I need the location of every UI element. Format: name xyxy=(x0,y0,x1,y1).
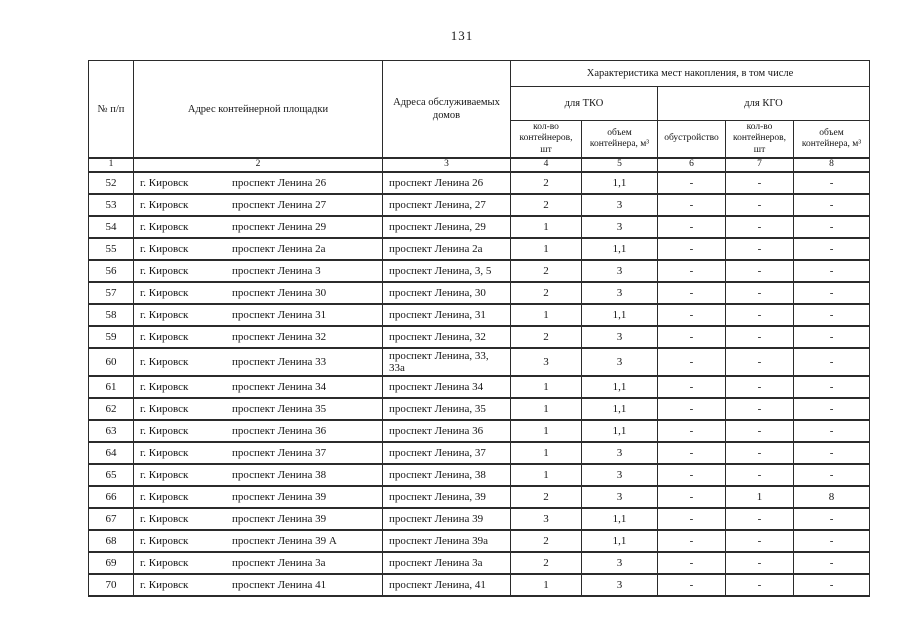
header-row-top xyxy=(89,61,870,87)
kgo-container-volume-cell: - xyxy=(794,420,870,442)
kgo-container-count-cell: - xyxy=(726,464,794,486)
city-label: г. Кировск xyxy=(140,469,189,482)
row-number-cell: 70 xyxy=(89,574,134,596)
column-index-2: 2 xyxy=(134,158,383,172)
site-address-cell xyxy=(134,304,383,326)
table-row xyxy=(89,552,870,574)
kgo-container-volume-cell: - xyxy=(794,194,870,216)
kgo-arrangement-cell: - xyxy=(658,398,726,420)
table-row xyxy=(89,574,870,596)
served-houses-cell: проспект Ленина, 41 xyxy=(383,574,511,596)
kgo-arrangement-cell: - xyxy=(658,574,726,596)
tko-container-volume-cell: 3 xyxy=(582,442,658,464)
kgo-container-count-cell: - xyxy=(726,216,794,238)
site-address-cell xyxy=(134,172,383,194)
tko-container-volume-cell: 3 xyxy=(582,260,658,282)
street-label: проспект Ленина 34 xyxy=(232,381,327,394)
kgo-container-count-cell: - xyxy=(726,326,794,348)
tko-container-count-cell: 2 xyxy=(511,552,582,574)
table-row xyxy=(89,194,870,216)
header-arrangement: обустройство xyxy=(658,121,726,159)
site-address-cell xyxy=(134,552,383,574)
served-houses-cell: проспект Ленина, 33, 33а xyxy=(383,348,511,376)
site-address-cell xyxy=(134,216,383,238)
site-address-cell xyxy=(134,530,383,552)
city-label: г. Кировск xyxy=(140,535,189,548)
header-site-address: Адрес контейнерной площадки xyxy=(134,61,383,159)
site-address-cell xyxy=(134,420,383,442)
street-label: проспект Ленина 30 xyxy=(232,287,327,300)
site-address-cell xyxy=(134,282,383,304)
street-label: проспект Ленина 36 xyxy=(232,425,327,438)
table-header xyxy=(89,61,870,173)
tko-container-count-cell: 1 xyxy=(511,304,582,326)
kgo-arrangement-cell: - xyxy=(658,376,726,398)
tko-container-count-cell: 2 xyxy=(511,194,582,216)
street-label: проспект Ленина 37 xyxy=(232,447,327,460)
street-label: проспект Ленина 38 xyxy=(232,469,327,482)
street-label: проспект Ленина 39 А xyxy=(232,535,337,548)
served-houses-cell: проспект Ленина, 35 xyxy=(383,398,511,420)
served-houses-cell: проспект Ленина 3а xyxy=(383,552,511,574)
kgo-container-volume-cell: - xyxy=(794,216,870,238)
kgo-arrangement-cell: - xyxy=(658,530,726,552)
served-houses-cell: проспект Ленина, 39 xyxy=(383,486,511,508)
city-label: г. Кировск xyxy=(140,491,189,504)
site-address-cell xyxy=(134,348,383,376)
kgo-arrangement-cell: - xyxy=(658,420,726,442)
city-label: г. Кировск xyxy=(140,287,189,300)
kgo-container-volume-cell: - xyxy=(794,508,870,530)
site-address-cell xyxy=(134,398,383,420)
table-row xyxy=(89,508,870,530)
table-row xyxy=(89,326,870,348)
kgo-arrangement-cell: - xyxy=(658,326,726,348)
tko-container-count-cell: 3 xyxy=(511,348,582,376)
served-houses-cell: проспект Ленина 39 xyxy=(383,508,511,530)
served-houses-cell: проспект Ленина, 31 xyxy=(383,304,511,326)
row-number-cell: 66 xyxy=(89,486,134,508)
row-number-cell: 69 xyxy=(89,552,134,574)
tko-container-volume-cell: 3 xyxy=(582,464,658,486)
city-label: г. Кировск xyxy=(140,356,189,369)
kgo-container-volume-cell: - xyxy=(794,376,870,398)
kgo-arrangement-cell: - xyxy=(658,486,726,508)
kgo-arrangement-cell: - xyxy=(658,552,726,574)
served-houses-cell: проспект Ленина, 27 xyxy=(383,194,511,216)
kgo-container-count-cell: - xyxy=(726,282,794,304)
tko-container-volume-cell: 3 xyxy=(582,348,658,376)
site-address-cell xyxy=(134,260,383,282)
site-address-cell xyxy=(134,574,383,596)
table-row xyxy=(89,304,870,326)
kgo-container-count-cell: - xyxy=(726,172,794,194)
column-index-7: 7 xyxy=(726,158,794,172)
served-houses-cell: проспект Ленина 39а xyxy=(383,530,511,552)
tko-container-count-cell: 1 xyxy=(511,574,582,596)
table-row xyxy=(89,216,870,238)
tko-container-volume-cell: 3 xyxy=(582,216,658,238)
city-label: г. Кировск xyxy=(140,177,189,190)
header-characteristics: Характеристика мест накопления, в том числе xyxy=(511,61,870,87)
row-number-cell: 58 xyxy=(89,304,134,326)
kgo-container-count-cell: - xyxy=(726,260,794,282)
site-address-cell xyxy=(134,194,383,216)
street-label: проспект Ленина 35 xyxy=(232,403,327,416)
served-houses-cell: проспект Ленина, 32 xyxy=(383,326,511,348)
tko-container-count-cell: 2 xyxy=(511,260,582,282)
table-row xyxy=(89,238,870,260)
city-label: г. Кировск xyxy=(140,243,189,256)
kgo-container-volume-cell: - xyxy=(794,464,870,486)
kgo-container-count-cell: - xyxy=(726,442,794,464)
served-houses-cell: проспект Ленина, 30 xyxy=(383,282,511,304)
kgo-arrangement-cell: - xyxy=(658,464,726,486)
tko-container-volume-cell: 1,1 xyxy=(582,530,658,552)
row-number-cell: 68 xyxy=(89,530,134,552)
kgo-arrangement-cell: - xyxy=(658,282,726,304)
kgo-container-volume-cell: - xyxy=(794,304,870,326)
kgo-container-volume-cell: - xyxy=(794,530,870,552)
tko-container-volume-cell: 3 xyxy=(582,326,658,348)
kgo-arrangement-cell: - xyxy=(658,442,726,464)
kgo-container-volume-cell: - xyxy=(794,552,870,574)
kgo-container-volume-cell: 8 xyxy=(794,486,870,508)
city-label: г. Кировск xyxy=(140,425,189,438)
kgo-arrangement-cell: - xyxy=(658,194,726,216)
kgo-container-volume-cell: - xyxy=(794,238,870,260)
served-houses-cell: проспект Ленина, 38 xyxy=(383,464,511,486)
container-sites-table xyxy=(88,60,870,597)
tko-container-count-cell: 2 xyxy=(511,282,582,304)
city-label: г. Кировск xyxy=(140,403,189,416)
street-label: проспект Ленина 3 xyxy=(232,265,321,278)
header-tko-volume: объем контейнера, м³ xyxy=(582,121,658,159)
street-label: проспект Ленина 39 xyxy=(232,491,327,504)
header-tko-count: кол-во контейнеров, шт xyxy=(511,121,582,159)
tko-container-count-cell: 2 xyxy=(511,486,582,508)
kgo-container-volume-cell: - xyxy=(794,326,870,348)
kgo-arrangement-cell: - xyxy=(658,172,726,194)
city-label: г. Кировск xyxy=(140,447,189,460)
kgo-container-count-cell: - xyxy=(726,530,794,552)
column-index-6: 6 xyxy=(658,158,726,172)
street-label: проспект Ленина 26 xyxy=(232,177,327,190)
row-number-cell: 65 xyxy=(89,464,134,486)
tko-container-count-cell: 2 xyxy=(511,172,582,194)
served-houses-cell: проспект Ленина 34 xyxy=(383,376,511,398)
kgo-container-volume-cell: - xyxy=(794,282,870,304)
served-houses-cell: проспект Ленина, 3, 5 xyxy=(383,260,511,282)
row-number-cell: 63 xyxy=(89,420,134,442)
table-row xyxy=(89,420,870,442)
column-index-4: 4 xyxy=(511,158,582,172)
tko-container-volume-cell: 3 xyxy=(582,282,658,304)
table-row xyxy=(89,398,870,420)
tko-container-count-cell: 1 xyxy=(511,216,582,238)
header-tko-group: для ТКО xyxy=(511,87,658,121)
row-number-cell: 61 xyxy=(89,376,134,398)
street-label: проспект Ленина 3а xyxy=(232,557,326,570)
tko-container-volume-cell: 1,1 xyxy=(582,238,658,260)
kgo-container-count-cell: - xyxy=(726,238,794,260)
tko-container-volume-cell: 1,1 xyxy=(582,420,658,442)
kgo-container-volume-cell: - xyxy=(794,442,870,464)
street-label: проспект Ленина 29 xyxy=(232,221,327,234)
city-label: г. Кировск xyxy=(140,265,189,278)
page-number: 131 xyxy=(450,28,474,43)
tko-container-volume-cell: 1,1 xyxy=(582,508,658,530)
street-label: проспект Ленина 2а xyxy=(232,243,326,256)
tko-container-count-cell: 2 xyxy=(511,326,582,348)
site-address-cell xyxy=(134,464,383,486)
street-label: проспект Ленина 27 xyxy=(232,199,327,212)
tko-container-volume-cell: 3 xyxy=(582,574,658,596)
city-label: г. Кировск xyxy=(140,557,189,570)
row-number-cell: 54 xyxy=(89,216,134,238)
site-address-cell xyxy=(134,326,383,348)
kgo-arrangement-cell: - xyxy=(658,216,726,238)
tko-container-count-cell: 3 xyxy=(511,508,582,530)
kgo-container-count-cell: - xyxy=(726,376,794,398)
kgo-arrangement-cell: - xyxy=(658,238,726,260)
tko-container-volume-cell: 1,1 xyxy=(582,376,658,398)
city-label: г. Кировск xyxy=(140,513,189,526)
tko-container-volume-cell: 3 xyxy=(582,552,658,574)
table-row xyxy=(89,486,870,508)
header-row-no: № п/п xyxy=(89,61,134,159)
kgo-container-count-cell: - xyxy=(726,508,794,530)
row-number-cell: 53 xyxy=(89,194,134,216)
row-number-cell: 56 xyxy=(89,260,134,282)
kgo-container-volume-cell: - xyxy=(794,260,870,282)
table-row xyxy=(89,442,870,464)
row-number-cell: 60 xyxy=(89,348,134,376)
kgo-container-count-cell: - xyxy=(726,348,794,376)
table-row xyxy=(89,376,870,398)
served-houses-cell: проспект Ленина 36 xyxy=(383,420,511,442)
tko-container-count-cell: 1 xyxy=(511,376,582,398)
row-number-cell: 62 xyxy=(89,398,134,420)
kgo-container-count-cell: - xyxy=(726,398,794,420)
row-number-cell: 67 xyxy=(89,508,134,530)
table-body xyxy=(89,172,870,596)
row-number-cell: 57 xyxy=(89,282,134,304)
column-index-5: 5 xyxy=(582,158,658,172)
street-label: проспект Ленина 39 xyxy=(232,513,327,526)
kgo-container-volume-cell: - xyxy=(794,172,870,194)
kgo-arrangement-cell: - xyxy=(658,304,726,326)
table-row xyxy=(89,348,870,376)
tko-container-volume-cell: 1,1 xyxy=(582,172,658,194)
served-houses-cell: проспект Ленина, 37 xyxy=(383,442,511,464)
header-row-numbering xyxy=(89,158,870,172)
street-label: проспект Ленина 32 xyxy=(232,331,327,344)
row-number-cell: 52 xyxy=(89,172,134,194)
street-label: проспект Ленина 41 xyxy=(232,579,327,592)
served-houses-cell: проспект Ленина 2а xyxy=(383,238,511,260)
kgo-container-count-cell: 1 xyxy=(726,486,794,508)
row-number-cell: 64 xyxy=(89,442,134,464)
tko-container-volume-cell: 1,1 xyxy=(582,304,658,326)
site-address-cell xyxy=(134,508,383,530)
street-label: проспект Ленина 31 xyxy=(232,309,327,322)
city-label: г. Кировск xyxy=(140,579,189,592)
header-kgo-group: для КГО xyxy=(658,87,870,121)
column-index-8: 8 xyxy=(794,158,870,172)
header-kgo-count: кол-во контейнеров, шт xyxy=(726,121,794,159)
kgo-container-count-cell: - xyxy=(726,420,794,442)
kgo-container-count-cell: - xyxy=(726,304,794,326)
site-address-cell xyxy=(134,486,383,508)
kgo-container-count-cell: - xyxy=(726,194,794,216)
served-houses-cell: проспект Ленина 26 xyxy=(383,172,511,194)
column-index-3: 3 xyxy=(383,158,511,172)
kgo-container-volume-cell: - xyxy=(794,348,870,376)
tko-container-volume-cell: 1,1 xyxy=(582,398,658,420)
tko-container-count-cell: 1 xyxy=(511,464,582,486)
tko-container-count-cell: 1 xyxy=(511,420,582,442)
table-row xyxy=(89,464,870,486)
kgo-container-count-cell: - xyxy=(726,574,794,596)
kgo-arrangement-cell: - xyxy=(658,260,726,282)
city-label: г. Кировск xyxy=(140,309,189,322)
city-label: г. Кировск xyxy=(140,381,189,394)
kgo-container-volume-cell: - xyxy=(794,398,870,420)
kgo-container-volume-cell: - xyxy=(794,574,870,596)
container-sites-table-wrap xyxy=(88,60,869,597)
tko-container-volume-cell: 3 xyxy=(582,194,658,216)
column-index-1: 1 xyxy=(89,158,134,172)
table-row xyxy=(89,282,870,304)
table-row xyxy=(89,260,870,282)
tko-container-count-cell: 1 xyxy=(511,238,582,260)
row-number-cell: 59 xyxy=(89,326,134,348)
table-row xyxy=(89,530,870,552)
site-address-cell xyxy=(134,376,383,398)
city-label: г. Кировск xyxy=(140,199,189,212)
kgo-arrangement-cell: - xyxy=(658,348,726,376)
row-number-cell: 55 xyxy=(89,238,134,260)
site-address-cell xyxy=(134,442,383,464)
tko-container-count-cell: 1 xyxy=(511,398,582,420)
served-houses-cell: проспект Ленина, 29 xyxy=(383,216,511,238)
header-served-houses: Адреса обслуживаемых домов xyxy=(383,61,511,159)
tko-container-count-cell: 2 xyxy=(511,530,582,552)
street-label: проспект Ленина 33 xyxy=(232,356,327,369)
city-label: г. Кировск xyxy=(140,221,189,234)
table-row xyxy=(89,172,870,194)
site-address-cell xyxy=(134,238,383,260)
kgo-arrangement-cell: - xyxy=(658,508,726,530)
city-label: г. Кировск xyxy=(140,331,189,344)
tko-container-volume-cell: 3 xyxy=(582,486,658,508)
header-kgo-volume: объем контейнера, м³ xyxy=(794,121,870,159)
tko-container-count-cell: 1 xyxy=(511,442,582,464)
kgo-container-count-cell: - xyxy=(726,552,794,574)
